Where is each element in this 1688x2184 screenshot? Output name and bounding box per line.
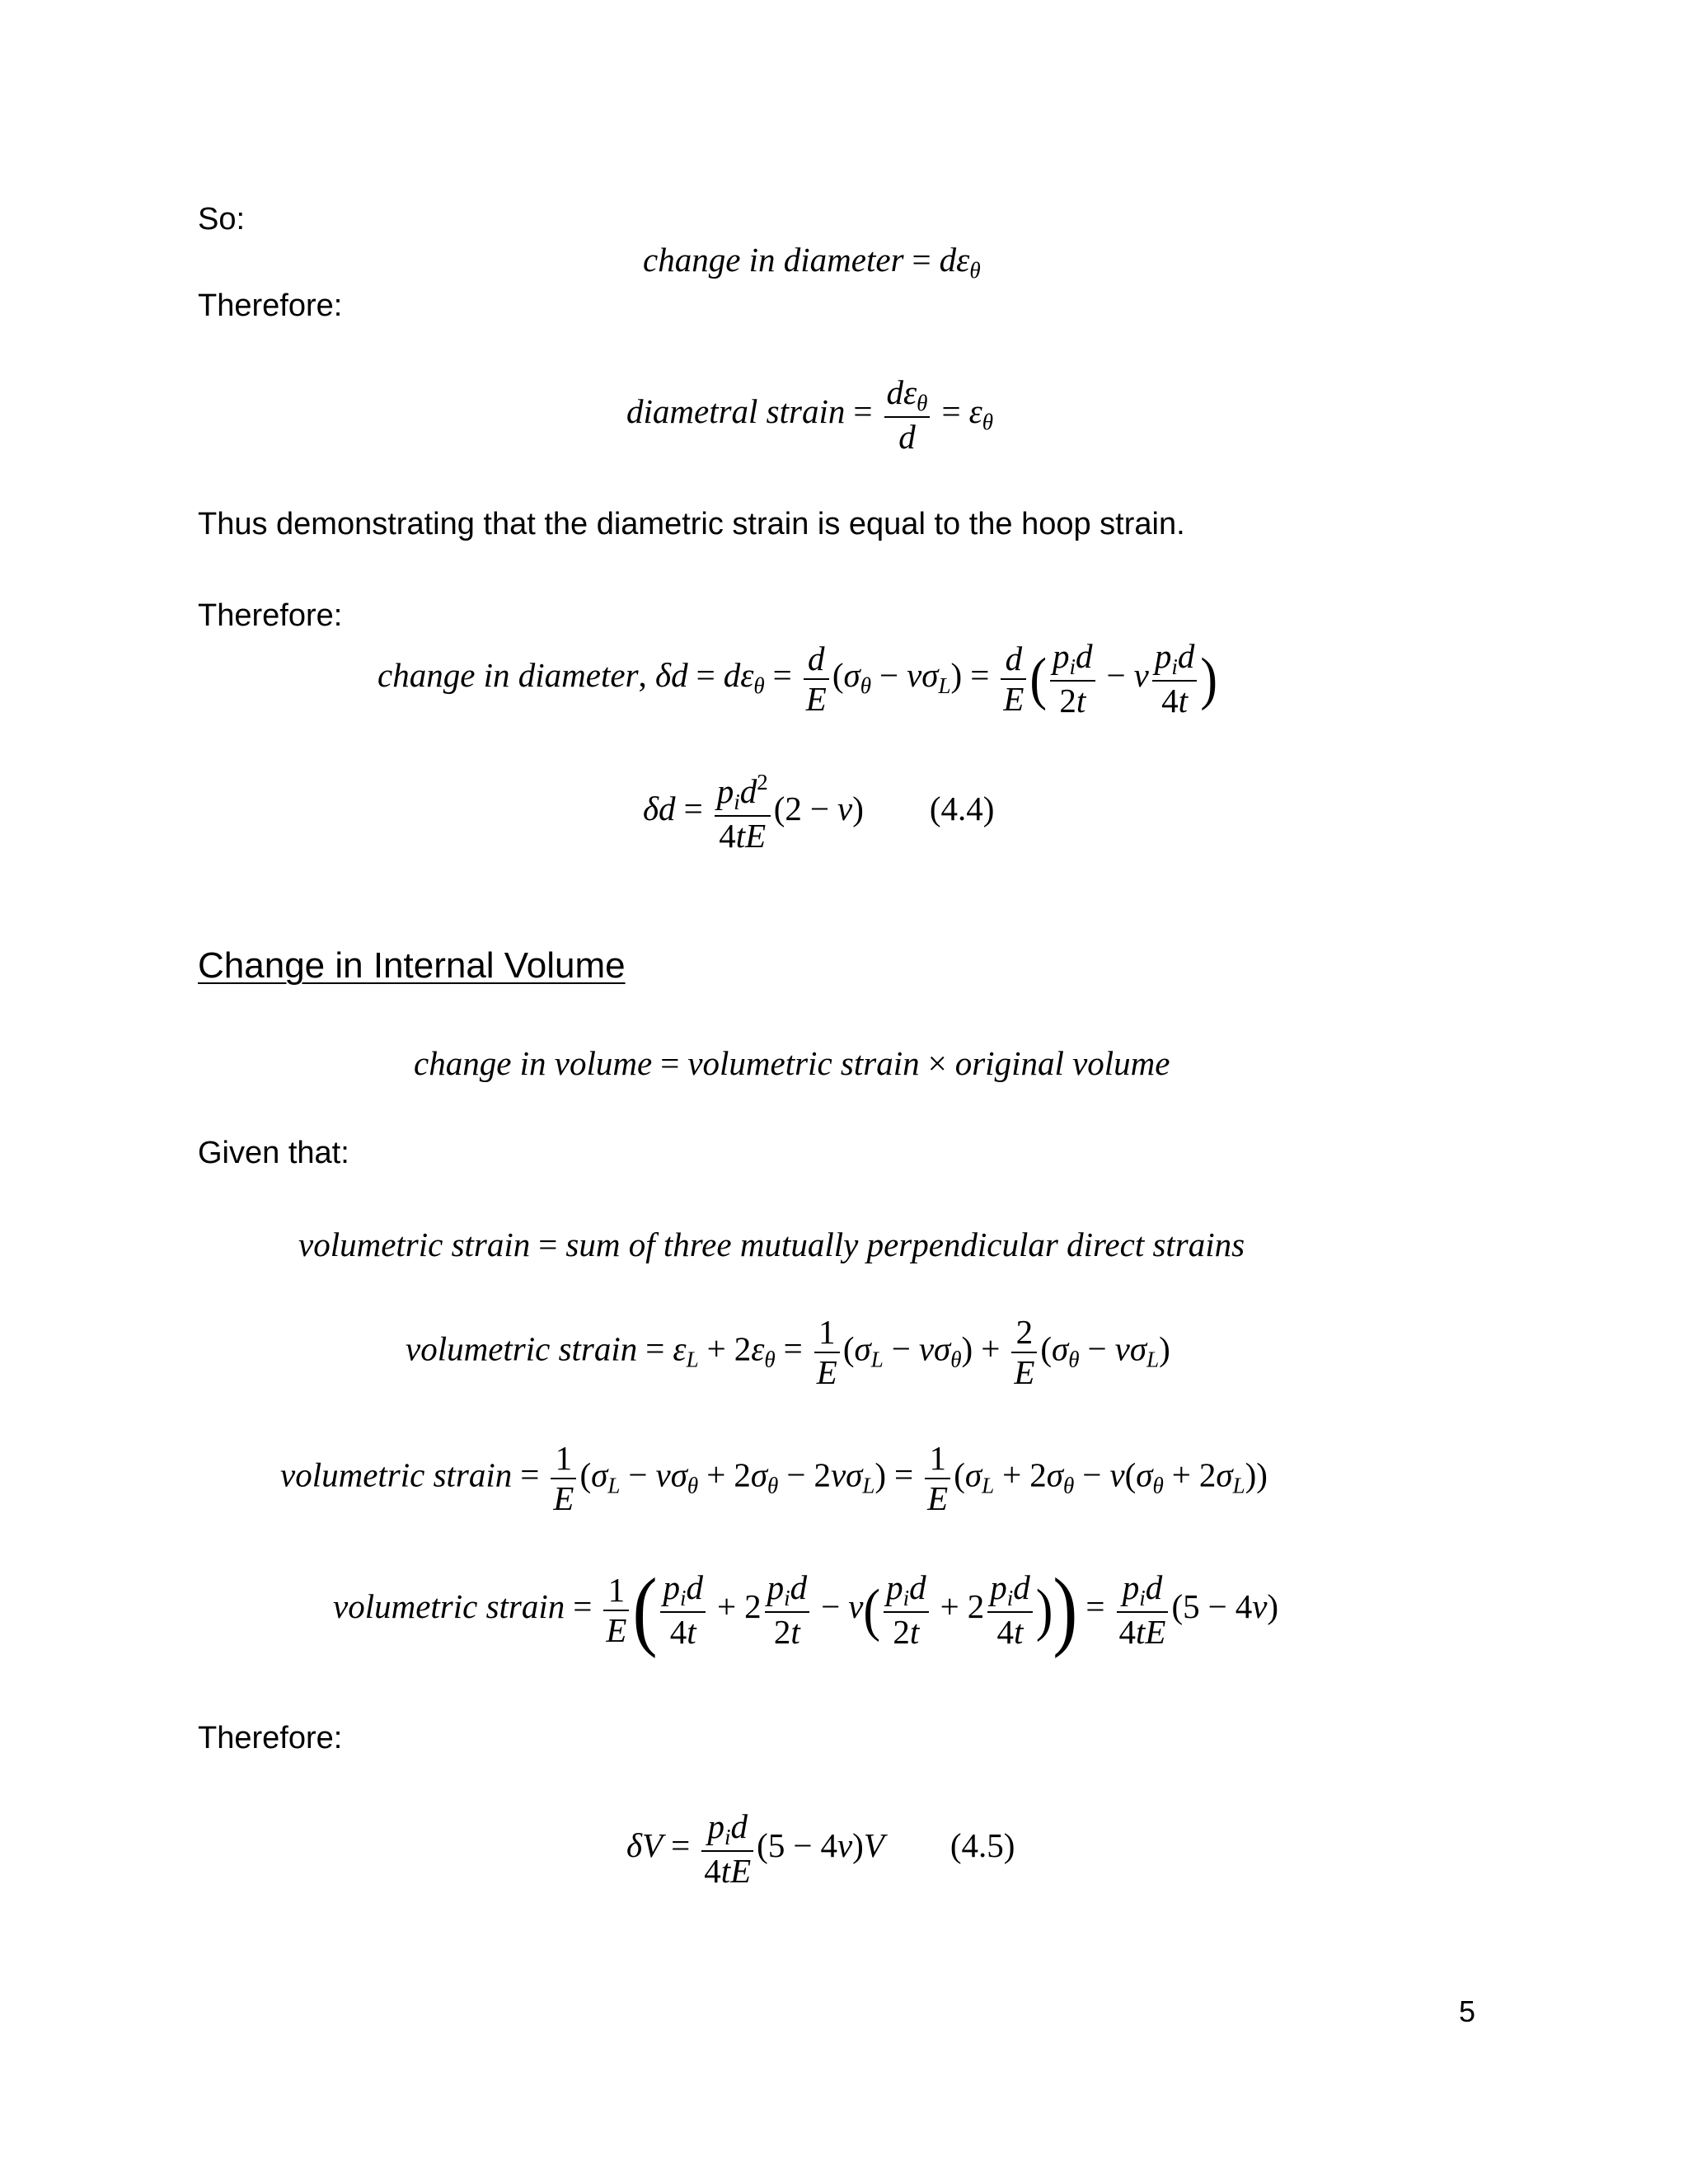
equation-4-4: δd = $\frac{p_id^2}{4tE}$ (2 − v) (4.4) [643, 770, 995, 855]
equation-volumetric-strain-definition: volumetric strain = sum of three mutually perpendicular direct strains [298, 1226, 1245, 1263]
text-therefore-1: Therefore: [198, 288, 343, 323]
equation-4-5: δV = $\frac{p_id}{4tE}$ (5 − 4v)V (4.5) [626, 1807, 1015, 1891]
equation-change-in-volume: change in volume = volumetric strain × original volume [414, 1044, 1170, 1082]
text-therefore-2: Therefore: [198, 598, 343, 633]
equation-volumetric-strain-2: volumetric strain = $\frac{1}{E}$ $(\sigma_L - v\sigma_\theta + 2\sigma_\theta - 2v\sigma_L)$ = $\frac{1}{E}$ $(\sigma_L + 2\sigma_\theta - v(\sigma_\theta + 2\sigma_L))$ [280, 1439, 1268, 1518]
equation-volumetric-strain-1: volumetric strain = $\varepsilon_L + 2\varepsilon_\theta$ = $\frac{1}{E}$ $(\sigma_L - v\sigma_\theta)$ + $\frac{2}{E}$ $(\sigma_\theta - v\sigma_L)$ [406, 1313, 1170, 1392]
equation-change-in-diameter: change in diameter = $d\varepsilon_\theta$ [643, 241, 981, 283]
equation-volumetric-strain-3: volumetric strain = $\frac{1}{E}$ ( $\frac{p_id}{4t}$ + 2 $\frac{p_id}{2t}$ − v( $\frac{p_id}{2t}$ + 2 $\frac{p_id}{4t}$ )) = $\frac{p_id}{4tE}$ (5 − 4v) [333, 1560, 1279, 1659]
equation-label-4-4: (4.4) [929, 790, 995, 828]
text-given-that: Given that: [198, 1136, 349, 1170]
equation-label-4-5: (4.5) [950, 1826, 1015, 1865]
text-so: So: [198, 202, 246, 237]
text-demonstrating: Thus demonstrating that the diametric strain is equal to the hoop strain. [198, 507, 1185, 541]
section-heading: Change in Internal Volume [198, 945, 626, 986]
text-therefore-3: Therefore: [198, 1721, 343, 1755]
equation-diametral-strain: diametral strain = $\frac{d\varepsilon_\theta}{d}$ = $\varepsilon_\theta$ [626, 373, 993, 457]
page-number: 5 [1459, 1994, 1476, 2028]
equation-change-in-diameter-expanded: change in diameter, $\delta d = d\varepsilon_\theta$ = $\frac{d}{E}$ $(\sigma_\theta - v\sigma_L)$ = $\frac{d}{E}$ ( $\frac{p_id}{2t}$ − v $\frac{p_id}{4t}$ ) [377, 637, 1218, 720]
